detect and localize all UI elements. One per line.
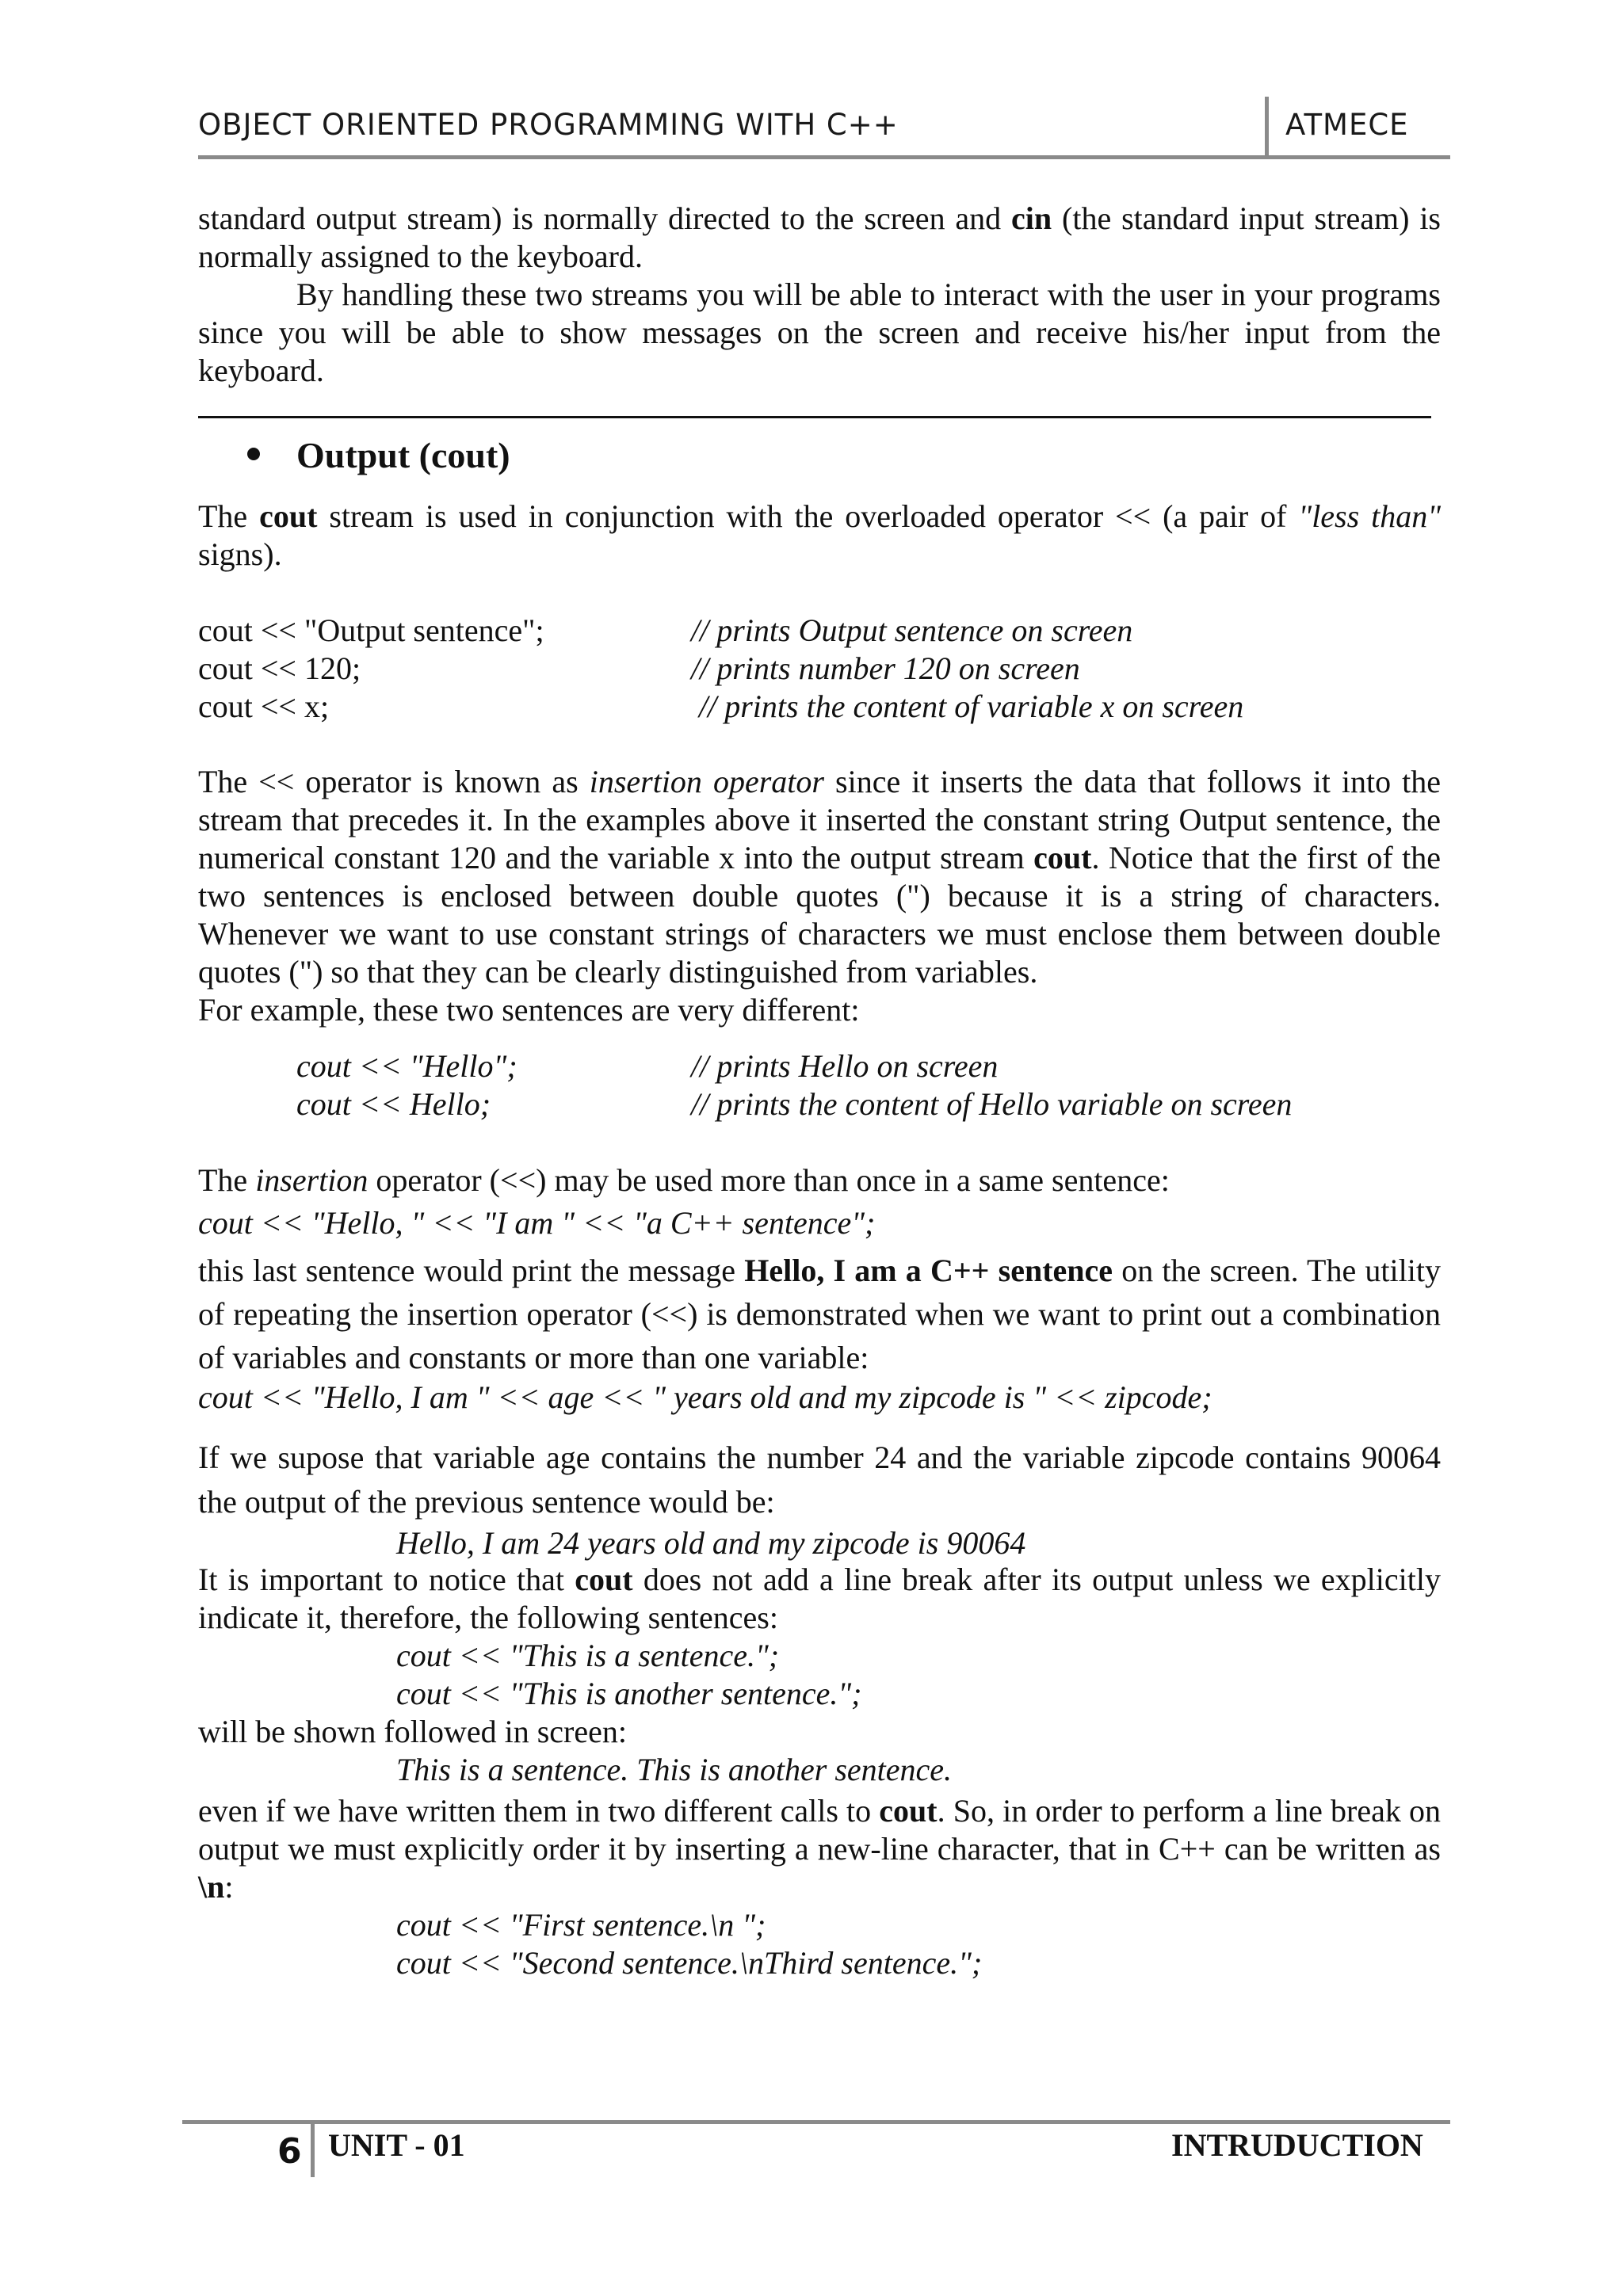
section-paragraph-7: It is important to notice that cout does not add a line break after its output unless we explicitly indicate it, therefore, the following sentences: bbox=[198, 1562, 1442, 1635]
page-number: 6 bbox=[277, 2131, 302, 2172]
example-comment-1: // prints Output sentence on screen bbox=[691, 612, 1133, 648]
code-line-4: cout << "This is another sentence."; bbox=[396, 1676, 862, 1711]
code-line-3: cout << "This is a sentence."; bbox=[396, 1638, 780, 1673]
example-comment-3: // prints the content of variable x on screen bbox=[699, 688, 1244, 724]
section-paragraph-4: The insertion operator (<<) may be used more than once in a same sentence: bbox=[198, 1162, 1170, 1198]
footer-rule bbox=[182, 2120, 1450, 2124]
section-paragraph-6: If we supose that variable age contains the number 24 and the variable zipcode contains 90064 the output of the previous sentence would be: bbox=[198, 1440, 1441, 1520]
example-code-2: cout << 120; bbox=[198, 650, 361, 686]
section-divider bbox=[198, 416, 1431, 418]
intro-paragraph-1: standard output stream) is normally directed to the screen and cin (the standard input stream) is normally assigned to the keyboard. bbox=[198, 200, 1442, 274]
section-paragraph-5: this last sentence would print the message Hello, I am a C++ sentence on the screen. The utility of repeating the insertion operator (<<) is demonstrated when we want to print out a combination of variables and constants or more than one variable: bbox=[198, 1253, 1441, 1375]
section-paragraph-8: will be shown followed in screen: bbox=[198, 1714, 627, 1749]
footer-chapter: INTRUDUCTION bbox=[1171, 2127, 1423, 2163]
output-line-2: This is a sentence. This is another sentence. bbox=[396, 1752, 953, 1787]
header-rule bbox=[198, 155, 1450, 159]
running-header-institute: ATMECE bbox=[1285, 108, 1409, 142]
footer-unit: UNIT - 01 bbox=[328, 2127, 465, 2163]
code-line-6: cout << "Second sentence.\nThird sentence."; bbox=[396, 1945, 983, 1981]
intro-paragraph-2: By handling these two streams you will be able to interact with the user in your programs since you will be able to show messages on the screen and receive his/her input from the keyboard. bbox=[198, 277, 1441, 388]
section-paragraph-9: even if we have written them in two different calls to cout. So, in order to perform a line break on output we must explicitly order it by inserting a new-line character, that in C++ can be written as \n: bbox=[198, 1793, 1441, 1905]
code-line-5: cout << "First sentence.\n "; bbox=[396, 1907, 766, 1943]
section-paragraph-3: For example, these two sentences are very different: bbox=[198, 992, 860, 1028]
running-header-title: OBJECT ORIENTED PROGRAMMING WITH C++ bbox=[198, 108, 899, 142]
bullet-icon bbox=[247, 448, 260, 460]
section-paragraph-2: The << operator is known as insertion operator since it inserts the data that follows it into the stream that precedes it. In the examples above it inserted the constant string Output sentence, the numerical constant 120 and the variable x into the output stream cout. Notice that the first of the two sentences is enclosed between double quotes (") because it is a string of characters. Whenever we want to use constant strings of characters we must enclose them between double quotes (") so that they can be clearly distinguished from variables. bbox=[198, 764, 1442, 990]
example2-code-1: cout << "Hello"; bbox=[296, 1048, 517, 1084]
code-line-1: cout << "Hello, " << "I am " << "a C++ sentence"; bbox=[198, 1205, 876, 1241]
code-line-2: cout << "Hello, I am " << age << " years old and my zipcode is " << zipcode; bbox=[198, 1379, 1212, 1415]
example-code-3: cout << x; bbox=[198, 688, 330, 724]
output-line-1: Hello, I am 24 years old and my zipcode is 90064 bbox=[396, 1525, 1026, 1561]
example-code-1: cout << "Output sentence"; bbox=[198, 612, 544, 648]
example-comment-2: // prints number 120 on screen bbox=[691, 650, 1080, 686]
section-paragraph-1: The cout stream is used in conjunction with the overloaded operator << (a pair of "less than" signs). bbox=[198, 498, 1442, 572]
example2-code-2: cout << Hello; bbox=[296, 1086, 491, 1122]
example2-comment-2: // prints the content of Hello variable on screen bbox=[691, 1086, 1293, 1122]
header-divider bbox=[1265, 97, 1269, 157]
section-heading: Output (cout) bbox=[296, 435, 510, 475]
example2-comment-1: // prints Hello on screen bbox=[691, 1048, 999, 1084]
footer-divider bbox=[311, 2120, 315, 2177]
